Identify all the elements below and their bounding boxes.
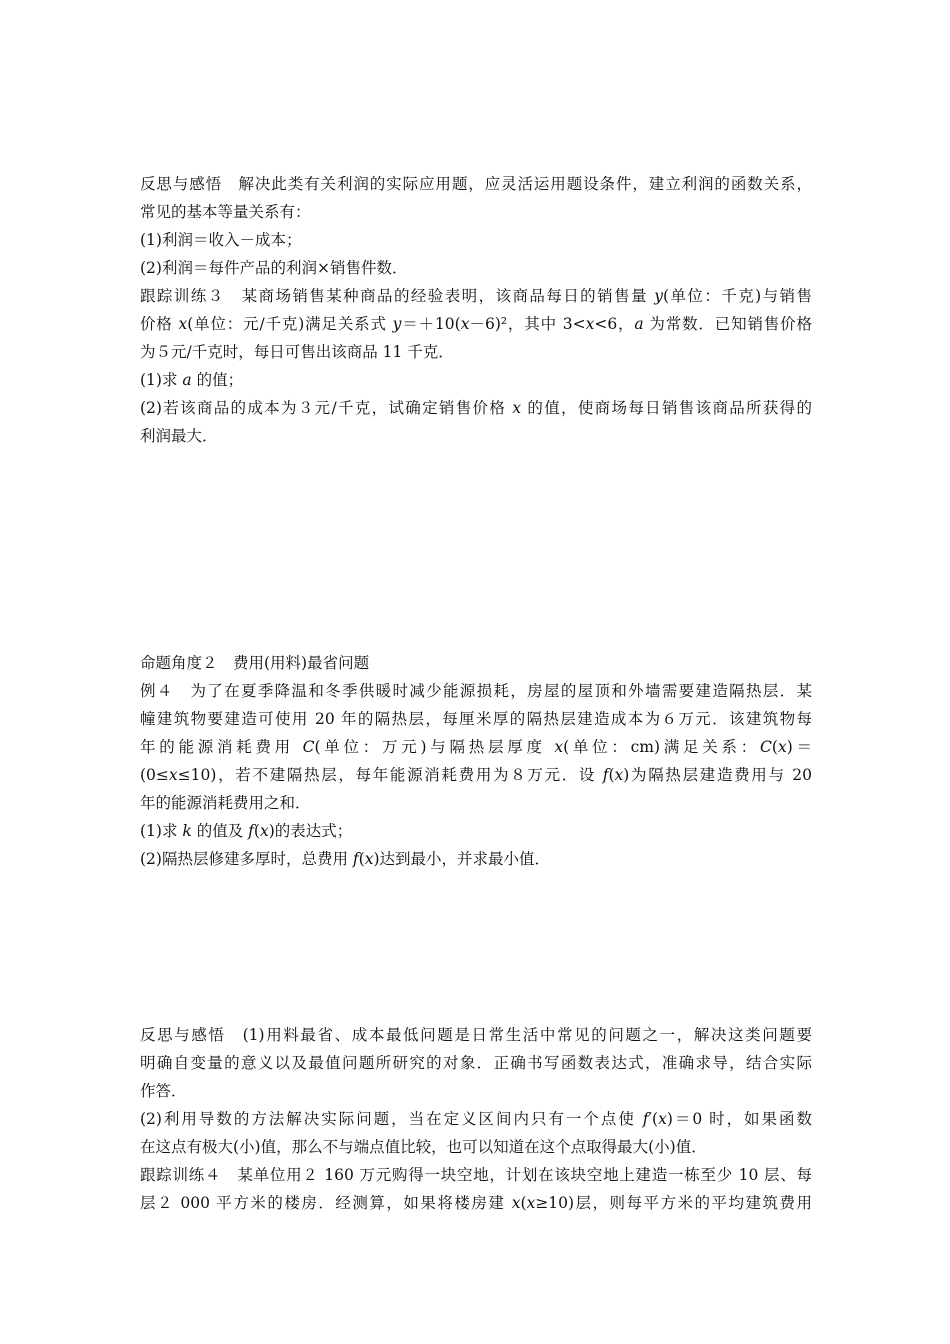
example4-line-3 xyxy=(140,735,812,757)
text: ( xyxy=(520,1194,527,1212)
text: ( xyxy=(608,766,615,784)
text: (1)求 xyxy=(140,371,183,389)
reflection2-line-2: 明确自变量的意义以及最值问题所研究的对象．正确书写函数表达式，准确求导，结合实际 xyxy=(140,1054,812,1072)
reflection2-line-1: 反思与感悟 (1)用料最省、成本最低问题是日常生活中常见的问题之一，解决这类问题要 xyxy=(140,1026,812,1044)
var-a: a xyxy=(182,371,192,389)
var-f: f xyxy=(642,1110,649,1128)
section-title: 命题角度２ 费用(用料)最省问题 xyxy=(140,654,370,672)
text: 的值，使商场每日销售该商品所获得的 xyxy=(521,399,812,417)
example4-question-1 xyxy=(140,819,352,841)
text: ( xyxy=(358,850,365,868)
text: 的值； xyxy=(191,371,244,389)
practice3-line-2 xyxy=(140,312,812,334)
text: 年的能源消耗费用 xyxy=(140,738,303,756)
text: 的值及 xyxy=(191,822,249,840)
practice3-question-1 xyxy=(140,368,243,390)
example4-line-4 xyxy=(140,763,812,785)
text: (单位：cm)满足关系： xyxy=(563,738,760,756)
text: (2)隔热层修建多厚时，总费用 xyxy=(140,850,353,868)
reflection2-line-4 xyxy=(140,1107,812,1129)
var-x: x xyxy=(585,315,595,333)
example4-line-5: 年的能源消耗费用之和． xyxy=(140,794,311,812)
text: (0≤ xyxy=(140,766,169,784)
example4-line-2: 幢建筑物要建造可使用 20 年的隔热层，每厘米厚的隔热层建造成本为６万元．该建筑物每 xyxy=(140,710,812,728)
text: ＝＋10( xyxy=(401,315,461,333)
var-x: x xyxy=(511,1194,521,1212)
text: (单位：元/千克)满足关系式 xyxy=(187,315,393,333)
text: ≤10)，若不建隔热层，每年能源消耗费用为８万元．设 xyxy=(177,766,603,784)
var-x: x xyxy=(364,850,374,868)
reflection2-line-3: 作答． xyxy=(140,1082,187,1100)
example4-line-1: 例４ 为了在夏季降温和冬季供暖时减少能源损耗，房屋的屋顶和外墙需要建造隔热层．某 xyxy=(140,682,812,700)
text: 跟踪训练３ 某商场销售某种商品的经验表明，该商品每日的销售量 xyxy=(140,287,655,305)
var-x: x xyxy=(658,1110,667,1128)
text: )为隔热层建造费用与 20 xyxy=(623,766,813,784)
var-x: x xyxy=(777,738,787,756)
text: 为常数．已知销售价格 xyxy=(643,315,812,333)
var-x: x xyxy=(554,738,564,756)
reflection-item-2: (2)利润＝每件产品的利润×销售件数． xyxy=(140,259,408,277)
var-f: f xyxy=(248,822,254,840)
text: )的表达式； xyxy=(268,822,353,840)
text: －6)²，其中 3< xyxy=(469,315,586,333)
reflection-line-1: 反思与感悟 解决此类有关利润的实际应用题，应灵活运用题设条件，建立利润的函数关系， xyxy=(140,175,812,193)
var-k: k xyxy=(182,822,192,840)
var-x: x xyxy=(614,766,624,784)
practice3-line-1 xyxy=(140,284,812,306)
var-x: x xyxy=(526,1194,536,1212)
text: 价格 xyxy=(140,315,179,333)
text: )＝0 时，如果函数 xyxy=(666,1110,812,1128)
text: <6， xyxy=(594,315,635,333)
var-f: f xyxy=(352,850,359,868)
example4-question-2 xyxy=(140,847,550,869)
text: 层２ 000 平方米的楼房．经测算，如果将楼房建 xyxy=(140,1194,512,1212)
practice4-line-2 xyxy=(140,1191,812,1213)
text: (单位：千克)与销售 xyxy=(663,287,812,305)
text: (单位：万元)与隔热层厚度 xyxy=(314,738,555,756)
text: )达到最小，并求最小值． xyxy=(373,850,551,868)
var-y: y xyxy=(392,315,402,333)
text: ( xyxy=(771,738,778,756)
var-y: y xyxy=(654,287,664,305)
text: )＝ xyxy=(786,738,812,756)
text: (2)若该商品的成本为３元/千克，试确定销售价格 xyxy=(140,399,513,417)
var-a: a xyxy=(634,315,644,333)
text: ′( xyxy=(648,1110,659,1128)
practice3-question-2-cont: 利润最大． xyxy=(140,427,218,445)
var-x: x xyxy=(512,399,522,417)
var-x: x xyxy=(168,766,178,784)
var-x: x xyxy=(178,315,188,333)
var-f: f xyxy=(602,766,609,784)
var-C: C xyxy=(302,738,315,756)
text: (2)利用导数的方法解决实际问题，当在定义区间内只有一个点使 xyxy=(140,1110,643,1128)
text: (1)求 xyxy=(140,822,183,840)
var-C: C xyxy=(760,738,772,756)
practice4-line-1: 跟踪训练４ 某单位用２ 160 万元购得一块空地，计划在该块空地上建造一栋至少 10 层、每 xyxy=(140,1166,812,1184)
reflection-item-1: (1)利润＝收入－成本； xyxy=(140,231,302,249)
reflection2-line-5: 在这点有极大(小)值，那么不与端点值比较，也可以知道在这个点取得最大(小)值． xyxy=(140,1138,707,1156)
var-x: x xyxy=(259,822,269,840)
practice3-question-2 xyxy=(140,396,812,418)
practice3-line-3: 为５元/千克时，每日可售出该商品 11 千克． xyxy=(140,343,454,361)
var-x: x xyxy=(460,315,470,333)
text: ( xyxy=(253,822,260,840)
text: ≥10)层，则每平方米的平均建筑费用 xyxy=(535,1194,812,1212)
reflection-line-2: 常见的基本等量关系有： xyxy=(140,203,311,221)
